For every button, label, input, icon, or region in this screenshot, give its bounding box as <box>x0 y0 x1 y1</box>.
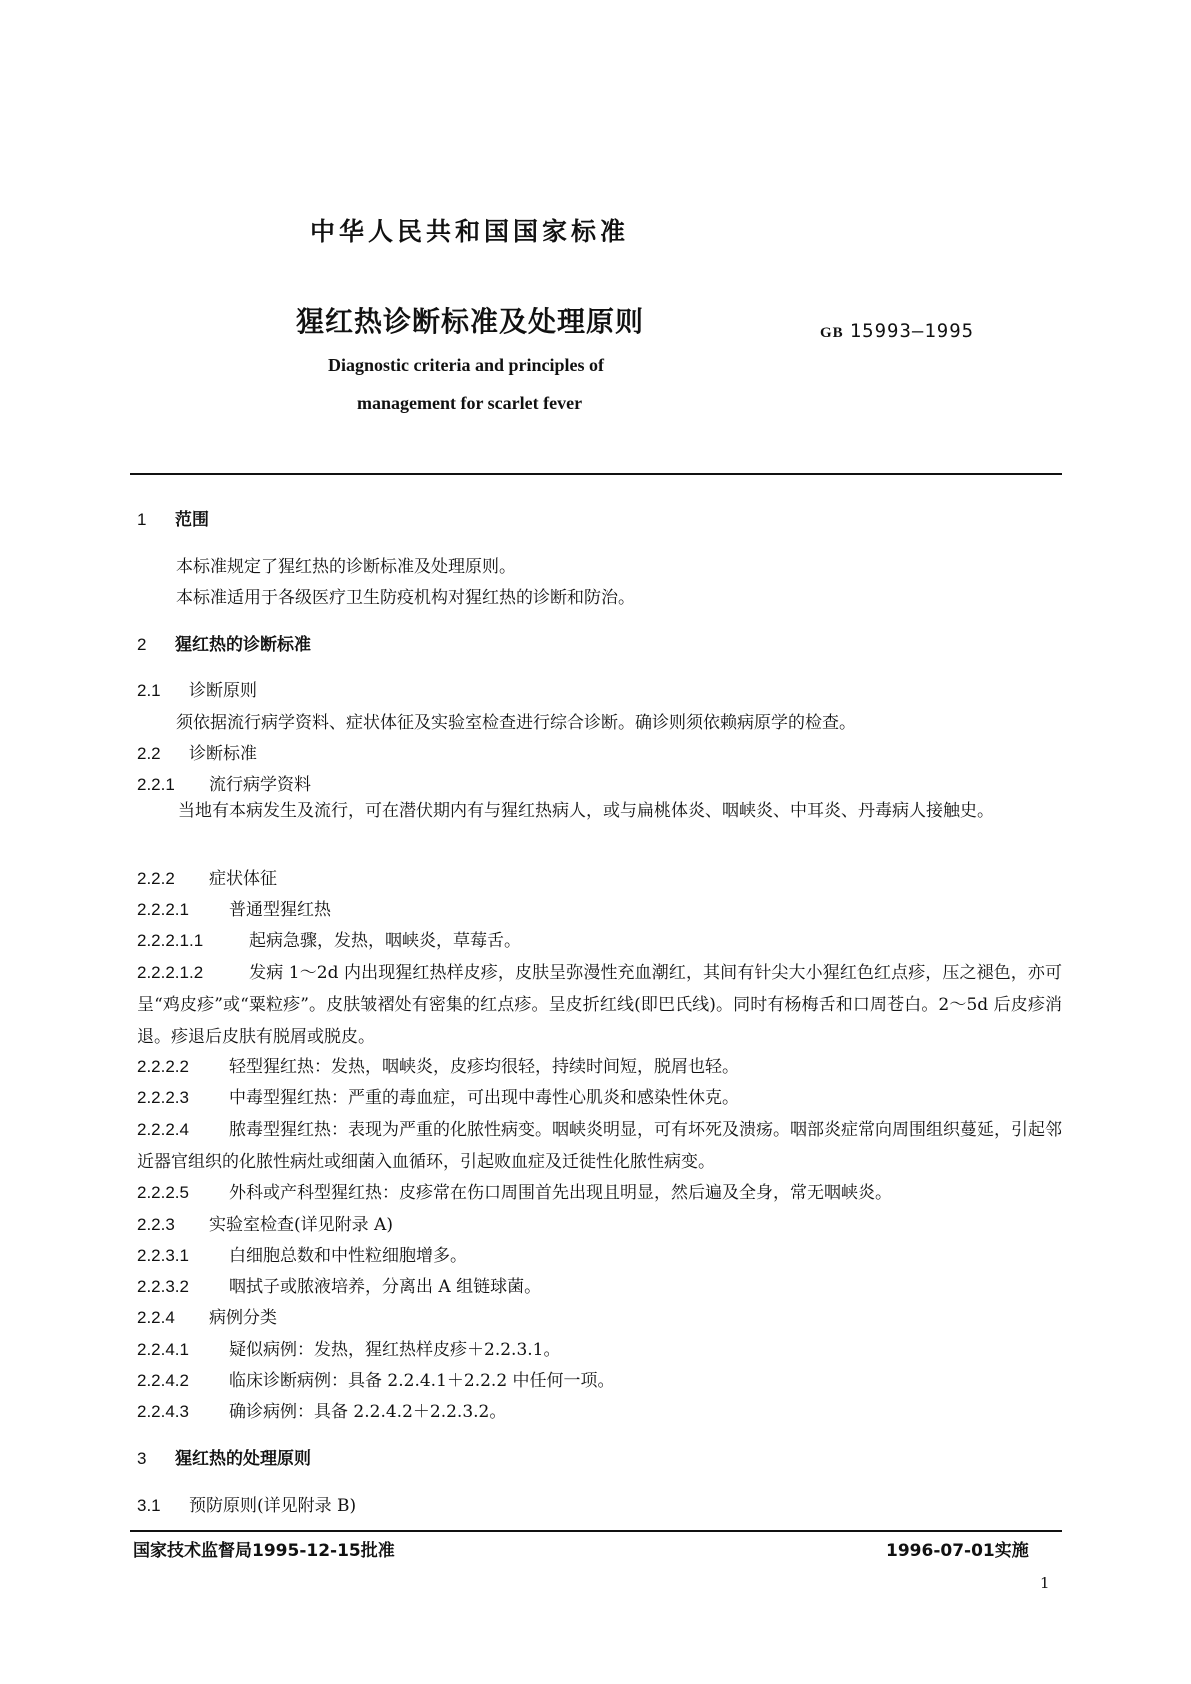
clause-2-2-2-4: 2.2.2.4 脓毒型猩红热：表现为严重的化脓性病变。咽峡炎明显，可有坏死及溃疡。咽部炎症常向周围组织蔓延，引起邻近器官组织的化脓性病灶或细菌入血循环，引起败血症及迁徙性化脓性病变。 <box>137 1120 1062 1172</box>
clause-2-2-2-1: 2.2.2.1 普通型猩红热 <box>137 900 331 920</box>
clause-2-2-2: 2.2.2 症状体征 <box>137 869 277 889</box>
section-1-paragraph-2: 本标准适用于各级医疗卫生防疫机构对猩红热的诊断和防治。 <box>176 588 635 608</box>
clause-2-2-4: 2.2.4 病例分类 <box>137 1308 277 1328</box>
clause-2-2-2-3: 2.2.2.3 中毒型猩红热：严重的毒血症，可出现中毒性心肌炎和感染性休克。 <box>137 1088 739 1108</box>
clause-2-2: 2.2 诊断标准 <box>137 744 257 764</box>
clause-2-2-1: 2.2.1 流行病学资料 <box>137 775 311 795</box>
clause-2-2-2-2: 2.2.2.2 轻型猩红热：发热，咽峡炎，皮疹均很轻，持续时间短，脱屑也轻。 <box>137 1057 739 1077</box>
clause-2-2-3-1: 2.2.3.1 白细胞总数和中性粒细胞增多。 <box>137 1246 467 1266</box>
section-1-paragraph-1: 本标准规定了猩红热的诊断标准及处理原则。 <box>176 557 516 577</box>
section-2-heading: 2 猩红热的诊断标准 <box>137 635 311 655</box>
clause-2-1: 2.1 诊断原则 <box>137 681 257 701</box>
document-title-en-line2: management for scarlet fever <box>357 393 583 413</box>
header-divider <box>130 473 1062 475</box>
clause-2-2-3-2: 2.2.3.2 咽拭子或脓液培养，分离出 A 组链球菌。 <box>137 1277 542 1297</box>
clause-2-2-2-5: 2.2.2.5 外科或产科型猩红热：皮疹常在伤口周围首先出现且明显，然后遍及全身，常无咽峡炎。 <box>137 1183 892 1203</box>
clause-2-2-4-3: 2.2.4.3 确诊病例：具备 2.2.4.2＋2.2.3.2。 <box>137 1402 507 1422</box>
clause-2-2-2-1-1: 2.2.2.1.1 起病急骤，发热，咽峡炎，草莓舌。 <box>137 931 521 951</box>
clause-2-2-2-1-2: 2.2.2.1.2 发病 1～2d 内出现猩红热样皮疹，皮肤呈弥漫性充血潮红，其间有针尖大小猩红色红点疹，压之褪色，亦可呈“鸡皮疹”或“粟粒疹”。皮肤皱褶处有密集的红点疹。呈皮折红线(即巴氏线)。同时有杨梅舌和口周苍白。2～5d 后皮疹消退。疹退后皮肤有脱屑或脱皮。 <box>137 963 1062 1047</box>
implementation-date: 1996-07-01实施 <box>886 1541 1029 1561</box>
clause-2-2-4-2: 2.2.4.2 临床诊断病例：具备 2.2.4.1＋2.2.2 中任何一项。 <box>137 1371 615 1391</box>
standard-prefix: GB <box>820 325 844 341</box>
footer-divider <box>130 1530 1062 1532</box>
clause-3-1: 3.1 预防原则(详见附录 B) <box>137 1496 357 1516</box>
clause-2-1-text: 须依据流行病学资料、症状体征及实验室检查进行综合诊断。确诊则须依赖病原学的检查。 <box>176 713 856 733</box>
standard-code: 15993—1995 <box>849 320 975 342</box>
document-title-cn: 猩红热诊断标准及处理原则 <box>296 305 645 338</box>
national-standard-heading: 中华人民共和国国家标准 <box>310 217 630 246</box>
approval-note: 国家技术监督局1995-12-15批准 <box>133 1541 395 1561</box>
section-3-heading: 3 猩红热的处理原则 <box>137 1449 311 1469</box>
section-1-heading: 1 范围 <box>137 510 209 530</box>
clause-2-2-3: 2.2.3 实验室检查(详见附录 A) <box>137 1215 393 1235</box>
clause-2-2-4-1: 2.2.4.1 疑似病例：发热，猩红热样皮疹＋2.2.3.1。 <box>137 1340 561 1360</box>
page-number: 1 <box>1040 1574 1050 1592</box>
document-title-en-line1: Diagnostic criteria and principles of <box>328 355 604 375</box>
standard-number <box>820 320 974 342</box>
clause-2-2-1-text: 当地有本病发生及流行，可在潜伏期内有与猩红热病人，或与扁桃体炎、咽峡炎、中耳炎、丹毒病人接触史。 <box>178 801 994 821</box>
